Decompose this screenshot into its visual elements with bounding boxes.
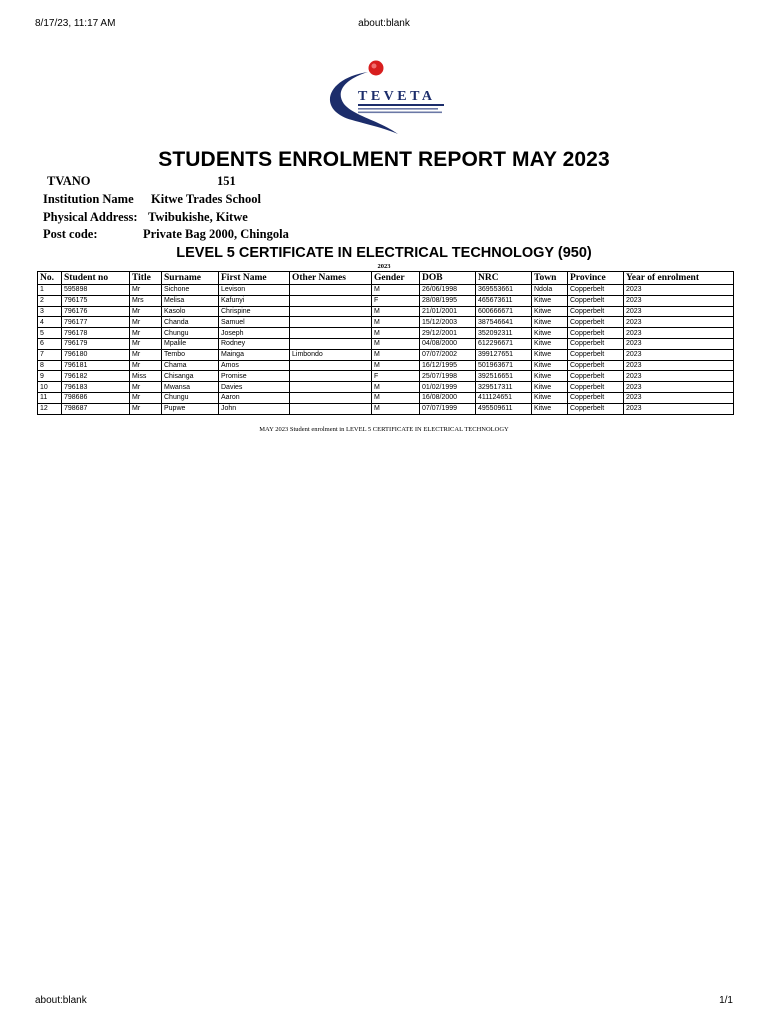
cell-province: Copperbelt <box>568 360 624 371</box>
cell-no: 8 <box>38 360 62 371</box>
cell-dob: 26/06/1998 <box>420 285 476 296</box>
cell-dob: 04/08/2000 <box>420 338 476 349</box>
cell-dob: 29/12/2001 <box>420 328 476 339</box>
cell-title: Mr <box>130 382 162 393</box>
cell-other-names: Limbondo <box>290 349 372 360</box>
cell-no: 6 <box>38 338 62 349</box>
postcode-label: Post code: <box>43 227 98 241</box>
cell-title: Mr <box>130 403 162 414</box>
report-title: STUDENTS ENROLMENT REPORT MAY 2023 <box>158 148 610 171</box>
cell-student-no: 796175 <box>62 295 130 306</box>
cell-dob: 15/12/2003 <box>420 317 476 328</box>
col-header-province: Province <box>568 272 624 285</box>
cell-surname: Tembo <box>162 349 219 360</box>
cell-title: Miss <box>130 371 162 382</box>
cell-province: Copperbelt <box>568 403 624 414</box>
cell-other-names <box>290 306 372 317</box>
cell-title: Mr <box>130 360 162 371</box>
postcode-value: Private Bag 2000, Chingola <box>143 227 289 241</box>
cell-no: 3 <box>38 306 62 317</box>
cell-first-name: John <box>219 403 290 414</box>
table-row <box>38 360 734 371</box>
cell-student-no: 796180 <box>62 349 130 360</box>
col-header-dob: DOB <box>420 272 476 285</box>
cell-dob: 07/07/1999 <box>420 403 476 414</box>
cell-no: 11 <box>38 392 62 403</box>
table-row <box>38 285 734 296</box>
cell-other-names <box>290 371 372 382</box>
cell-surname: Chisanga <box>162 371 219 382</box>
page-number: 1/1 <box>719 995 733 1006</box>
cell-no: 1 <box>38 285 62 296</box>
cell-town: Kitwe <box>532 328 568 339</box>
table-row <box>38 338 734 349</box>
cell-nrc: 600666671 <box>476 306 532 317</box>
cell-dob: 21/01/2001 <box>420 306 476 317</box>
table-row <box>38 371 734 382</box>
cell-nrc: 411124651 <box>476 392 532 403</box>
cell-first-name: Rodney <box>219 338 290 349</box>
cell-student-no: 796178 <box>62 328 130 339</box>
cell-surname: Kasolo <box>162 306 219 317</box>
col-header-surname: Surname <box>162 272 219 285</box>
table-row <box>38 349 734 360</box>
cell-dob: 28/08/1995 <box>420 295 476 306</box>
cell-nrc: 465673611 <box>476 295 532 306</box>
logo-wordmark: TEVETA <box>358 89 436 104</box>
cell-surname: Chungu <box>162 328 219 339</box>
cell-student-no: 798686 <box>62 392 130 403</box>
col-header-town: Town <box>532 272 568 285</box>
cell-no: 9 <box>38 371 62 382</box>
cell-title: Mr <box>130 317 162 328</box>
cell-gender: M <box>372 338 420 349</box>
cell-other-names <box>290 403 372 414</box>
enrolment-table <box>37 271 734 415</box>
teveta-logo <box>318 58 448 136</box>
cell-gender: M <box>372 349 420 360</box>
program-title: LEVEL 5 CERTIFICATE IN ELECTRICAL TECHNOLOGY (950) <box>176 245 592 261</box>
cell-title: Mrs <box>130 295 162 306</box>
cell-surname: Sichone <box>162 285 219 296</box>
cell-province: Copperbelt <box>568 285 624 296</box>
cell-no: 12 <box>38 403 62 414</box>
table-row <box>38 328 734 339</box>
cell-other-names <box>290 382 372 393</box>
cell-nrc: 399127651 <box>476 349 532 360</box>
cell-year: 2023 <box>624 360 734 371</box>
cell-nrc: 612296671 <box>476 338 532 349</box>
footer-url: about:blank <box>35 995 87 1006</box>
col-header-first-name: First Name <box>219 272 290 285</box>
cell-other-names <box>290 360 372 371</box>
cell-gender: F <box>372 295 420 306</box>
cell-no: 5 <box>38 328 62 339</box>
cell-province: Copperbelt <box>568 317 624 328</box>
col-header-other-names: Other Names <box>290 272 372 285</box>
cell-no: 10 <box>38 382 62 393</box>
cell-first-name: Kafunyi <box>219 295 290 306</box>
table-row <box>38 392 734 403</box>
cell-year: 2023 <box>624 295 734 306</box>
cell-other-names <box>290 328 372 339</box>
cell-town: Kitwe <box>532 338 568 349</box>
cell-town: Kitwe <box>532 382 568 393</box>
cell-town: Ndola <box>532 285 568 296</box>
cell-surname: Pupwe <box>162 403 219 414</box>
cell-town: Kitwe <box>532 360 568 371</box>
program-year: 2023 <box>377 263 391 270</box>
cell-first-name: Mainga <box>219 349 290 360</box>
tvano-label: TVANO <box>47 174 91 188</box>
cell-dob: 16/08/2000 <box>420 392 476 403</box>
cell-year: 2023 <box>624 328 734 339</box>
cell-year: 2023 <box>624 338 734 349</box>
cell-gender: M <box>372 392 420 403</box>
print-url: about:blank <box>358 18 410 29</box>
cell-town: Kitwe <box>532 317 568 328</box>
cell-town: Kitwe <box>532 306 568 317</box>
cell-other-names <box>290 295 372 306</box>
cell-no: 4 <box>38 317 62 328</box>
cell-surname: Mpalile <box>162 338 219 349</box>
table-row <box>38 306 734 317</box>
cell-town: Kitwe <box>532 371 568 382</box>
cell-year: 2023 <box>624 306 734 317</box>
cell-nrc: 369553661 <box>476 285 532 296</box>
cell-nrc: 501963671 <box>476 360 532 371</box>
institution-value: Kitwe Trades School <box>151 192 261 206</box>
cell-town: Kitwe <box>532 295 568 306</box>
cell-title: Mr <box>130 392 162 403</box>
cell-year: 2023 <box>624 371 734 382</box>
cell-gender: M <box>372 306 420 317</box>
cell-year: 2023 <box>624 285 734 296</box>
cell-gender: M <box>372 403 420 414</box>
cell-student-no: 595898 <box>62 285 130 296</box>
cell-gender: M <box>372 328 420 339</box>
cell-title: Mr <box>130 285 162 296</box>
cell-other-names <box>290 392 372 403</box>
cell-nrc: 329517311 <box>476 382 532 393</box>
cell-student-no: 798687 <box>62 403 130 414</box>
cell-nrc: 387546641 <box>476 317 532 328</box>
cell-no: 2 <box>38 295 62 306</box>
table-row <box>38 382 734 393</box>
cell-province: Copperbelt <box>568 382 624 393</box>
cell-title: Mr <box>130 328 162 339</box>
cell-gender: M <box>372 285 420 296</box>
cell-province: Copperbelt <box>568 306 624 317</box>
cell-other-names <box>290 338 372 349</box>
cell-first-name: Davies <box>219 382 290 393</box>
cell-first-name: Joseph <box>219 328 290 339</box>
cell-year: 2023 <box>624 403 734 414</box>
col-header-student-no: Student no <box>62 272 130 285</box>
col-header-gender: Gender <box>372 272 420 285</box>
address-value: Twibukishe, Kitwe <box>148 210 248 224</box>
cell-first-name: Amos <box>219 360 290 371</box>
cell-student-no: 796183 <box>62 382 130 393</box>
cell-town: Kitwe <box>532 392 568 403</box>
cell-gender: F <box>372 371 420 382</box>
cell-dob: 25/07/1998 <box>420 371 476 382</box>
cell-other-names <box>290 317 372 328</box>
cell-no: 7 <box>38 349 62 360</box>
col-header-year: Year of enrolment <box>624 272 734 285</box>
cell-year: 2023 <box>624 349 734 360</box>
cell-student-no: 796179 <box>62 338 130 349</box>
cell-gender: M <box>372 382 420 393</box>
cell-year: 2023 <box>624 392 734 403</box>
cell-first-name: Aaron <box>219 392 290 403</box>
cell-first-name: Samuel <box>219 317 290 328</box>
institution-label: Institution Name <box>43 192 134 206</box>
cell-first-name: Promise <box>219 371 290 382</box>
cell-province: Copperbelt <box>568 392 624 403</box>
table-body <box>38 285 734 415</box>
table-row <box>38 295 734 306</box>
cell-surname: Chungu <box>162 392 219 403</box>
cell-province: Copperbelt <box>568 349 624 360</box>
col-header-no: No. <box>38 272 62 285</box>
table-row <box>38 403 734 414</box>
cell-nrc: 495509611 <box>476 403 532 414</box>
cell-dob: 16/12/1995 <box>420 360 476 371</box>
cell-town: Kitwe <box>532 349 568 360</box>
cell-nrc: 392516651 <box>476 371 532 382</box>
print-datetime: 8/17/23, 11:17 AM <box>35 18 116 29</box>
cell-dob: 07/07/2002 <box>420 349 476 360</box>
cell-student-no: 796177 <box>62 317 130 328</box>
cell-student-no: 796182 <box>62 371 130 382</box>
cell-dob: 01/02/1999 <box>420 382 476 393</box>
cell-title: Mr <box>130 338 162 349</box>
cell-gender: M <box>372 317 420 328</box>
cell-province: Copperbelt <box>568 371 624 382</box>
cell-town: Kitwe <box>532 403 568 414</box>
cell-year: 2023 <box>624 317 734 328</box>
tvano-value: 151 <box>217 174 236 188</box>
address-label: Physical Address: <box>43 210 138 224</box>
cell-student-no: 796181 <box>62 360 130 371</box>
cell-province: Copperbelt <box>568 295 624 306</box>
cell-surname: Mwansa <box>162 382 219 393</box>
cell-surname: Chama <box>162 360 219 371</box>
table-caption: MAY 2023 Student enrolment in LEVEL 5 CERTIFICATE IN ELECTRICAL TECHNOLOGY <box>259 426 509 433</box>
cell-first-name: Chrispine <box>219 306 290 317</box>
cell-gender: M <box>372 360 420 371</box>
cell-other-names <box>290 285 372 296</box>
cell-title: Mr <box>130 306 162 317</box>
cell-province: Copperbelt <box>568 338 624 349</box>
cell-surname: Chanda <box>162 317 219 328</box>
col-header-nrc: NRC <box>476 272 532 285</box>
cell-nrc: 352092311 <box>476 328 532 339</box>
cell-province: Copperbelt <box>568 328 624 339</box>
logo-red-ball <box>369 61 384 76</box>
cell-title: Mr <box>130 349 162 360</box>
table-row <box>38 317 734 328</box>
col-header-title: Title <box>130 272 162 285</box>
cell-student-no: 796176 <box>62 306 130 317</box>
table-header-row <box>38 272 734 285</box>
cell-year: 2023 <box>624 382 734 393</box>
cell-surname: Melisa <box>162 295 219 306</box>
cell-first-name: Levison <box>219 285 290 296</box>
